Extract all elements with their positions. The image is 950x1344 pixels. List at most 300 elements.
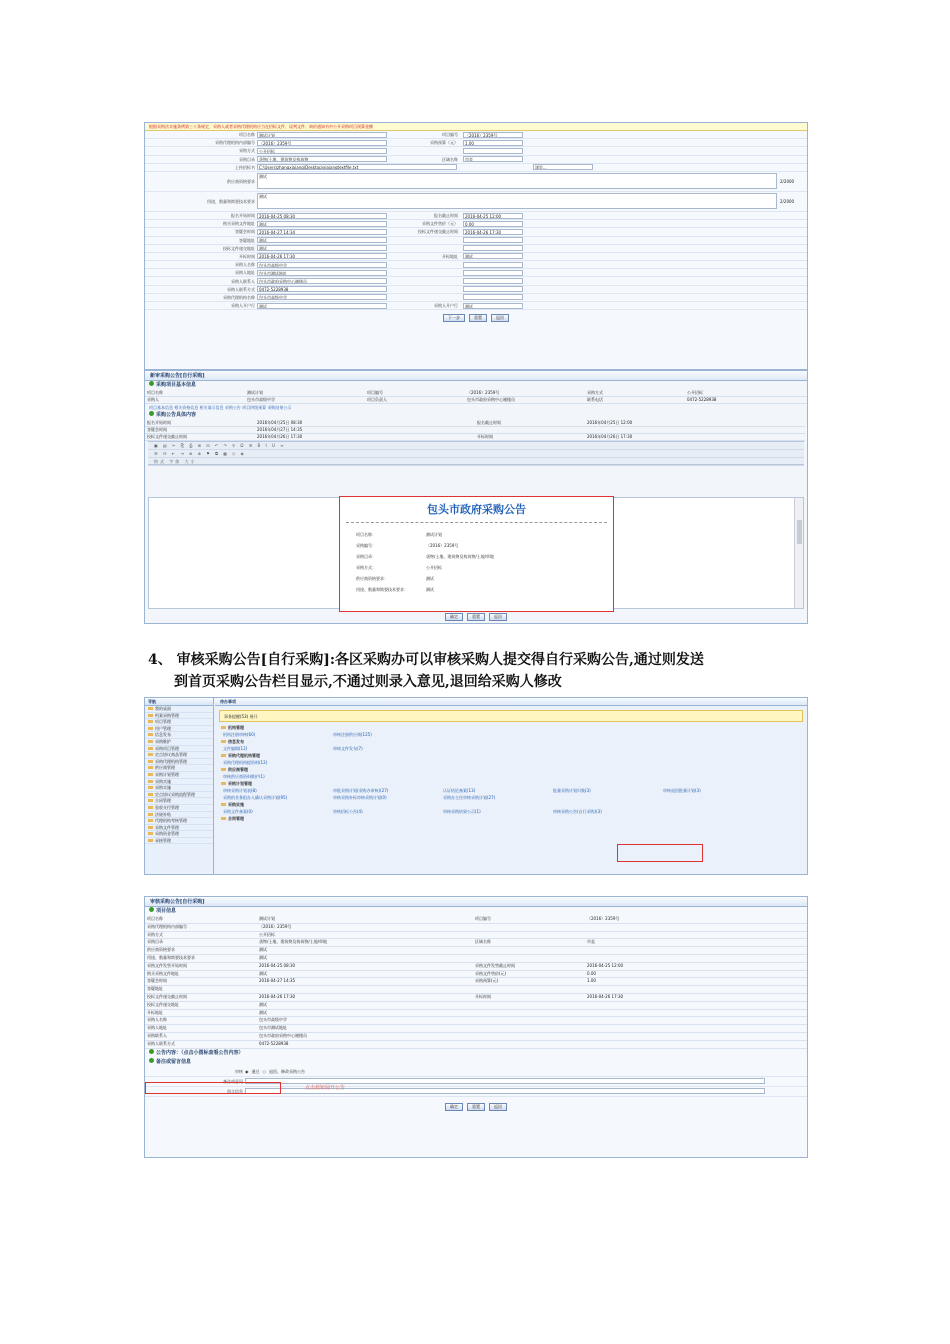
- grid-label: 采购代理机构内部编号: [145, 924, 257, 932]
- grid-label: 购买采购文件地址: [145, 971, 257, 979]
- form-row: [145, 212, 807, 220]
- category-heading: 采购代理机构管理: [215, 752, 807, 759]
- step-line-1: 4、 审核采购公告[自行采购]:各区采购办可以审核采购人提交得自行采购公告,通过则发送: [148, 652, 704, 668]
- nav-item[interactable]: 项目管理: [145, 719, 213, 726]
- announcement-row: [340, 551, 613, 562]
- grid-label: 采购人: [145, 397, 245, 404]
- field-input[interactable]: 2016-04-26 17:30: [257, 253, 387, 259]
- highlight-audit-link: [617, 844, 703, 862]
- grid-label: 采购预算(元): [473, 978, 585, 986]
- field-value-cell: [257, 221, 807, 227]
- grid-value: 2016年04月25日 12:00: [585, 420, 805, 427]
- grid-value: [585, 1041, 808, 1049]
- field-label-right: 报名截止时间: [434, 213, 458, 219]
- field-input-right[interactable]: [463, 278, 523, 284]
- field-input-right[interactable]: 测试: [463, 253, 523, 259]
- field-label: 答疑地址: [239, 237, 255, 243]
- detail-grid: [145, 420, 807, 441]
- grid-label: 投标文件递交截止时间: [145, 994, 257, 1002]
- todo-link[interactable]: 审核采购结果公示(1): [443, 809, 481, 814]
- field-input[interactable]: 测试: [257, 221, 387, 227]
- field-label: 采购人开户行: [231, 303, 255, 309]
- back-button[interactable]: 返回: [489, 1103, 507, 1111]
- form-row: [145, 302, 807, 310]
- form-row: [145, 131, 807, 139]
- field-input[interactable]: 公开招标: [257, 148, 387, 154]
- field-input-right[interactable]: [463, 148, 523, 154]
- grid-label: 答疑会时间: [145, 427, 255, 434]
- expand-hint: 点击按钮展开公告: [305, 1085, 346, 1091]
- field-label: 采购人联系方式: [227, 286, 255, 292]
- grid-label: 采购人地址: [145, 1025, 257, 1033]
- grid-label: 答疑会时间: [145, 978, 257, 986]
- field-input[interactable]: 测试计划: [257, 132, 387, 138]
- nav-title: 导航: [145, 698, 213, 706]
- todo-link[interactable]: 采购办主任审核采购计划(27): [443, 795, 496, 800]
- field-input-right[interactable]: [463, 262, 523, 268]
- editor-toolbar[interactable]: [148, 441, 804, 465]
- announcement-key: 项目名称：: [356, 532, 376, 537]
- todo-links-row: [215, 808, 807, 815]
- field-label: 上传招标书: [235, 164, 255, 170]
- grid-label: 报名开始时间: [145, 420, 255, 427]
- nav-item[interactable]: 代理机构考核管理: [145, 818, 213, 825]
- grid-value: 测试: [257, 955, 473, 963]
- grid-value: 测试: [257, 971, 473, 979]
- step-line-2: 到首页采购公告栏目显示,不通过则录入意见,退回给采购人修改: [174, 674, 562, 690]
- grid-value: 测试: [257, 947, 473, 955]
- grid-label: 开标时间: [473, 994, 585, 1002]
- field-label-right: 采购人开户行: [434, 303, 458, 309]
- field-input-right[interactable]: （2016）2359号: [463, 132, 523, 138]
- grid-value: [585, 986, 808, 994]
- todo-links-row: [215, 731, 807, 738]
- grid-value: [585, 427, 805, 434]
- grid-value: 市直: [585, 939, 808, 947]
- screenshot-new-announcement: [144, 370, 808, 624]
- todo-tab[interactable]: 待办事项: [215, 698, 807, 706]
- basic-info-grid: [145, 390, 807, 404]
- grid-value: 2016年04月26日 17:30: [585, 434, 805, 441]
- grid-value: 测试计划: [257, 916, 473, 924]
- field-label-right: 区域名称: [442, 156, 458, 162]
- audit-fail-label: 退回、修改采购公告: [269, 1068, 305, 1074]
- grid-value: 公开招标: [685, 390, 808, 397]
- field-value-cell: [257, 237, 807, 243]
- grid-label: 开标地址: [145, 1010, 257, 1018]
- field-input[interactable]: 测试: [257, 237, 387, 243]
- grid-value: [585, 1017, 808, 1025]
- field-label: 采购目录: [239, 156, 255, 162]
- screenshot-announcement-form: [144, 122, 808, 370]
- field-input-right[interactable]: [463, 245, 523, 251]
- announcement-key: 供应商资格要求：: [356, 576, 388, 581]
- grid-value: （2016）2359号: [257, 924, 473, 932]
- nav-item[interactable]: 法规补贴: [145, 812, 213, 819]
- announcement-value: （2016）2359号: [426, 543, 459, 548]
- field-value-cell: [257, 245, 807, 251]
- announcement-row: [340, 529, 613, 540]
- reminder-bar[interactable]: 事务提醒(53) 展开: [219, 710, 803, 722]
- form-row: [145, 294, 807, 302]
- field-label-right: 投标文件递交截止时间: [418, 229, 458, 235]
- grid-label: 项目编号: [473, 916, 585, 924]
- form-row: [145, 245, 807, 253]
- form-row: [145, 220, 807, 228]
- todo-panel: [215, 698, 807, 874]
- divider: [346, 522, 607, 523]
- form-row: [145, 156, 807, 164]
- grid-label: 采购文件售价(元): [473, 971, 585, 979]
- nav-item[interactable]: 采购项目管理: [145, 746, 213, 753]
- field-input-right[interactable]: 2016-04-26 17:30: [463, 229, 523, 235]
- qual-textarea[interactable]: 测试: [257, 173, 777, 189]
- grid-label: 采购目录: [145, 939, 257, 947]
- grid-value: [585, 955, 808, 963]
- section-icon: [149, 907, 154, 912]
- grid-label: 投标文件递交截止时间: [145, 434, 255, 441]
- grid-value: [585, 932, 808, 940]
- back-button[interactable]: 返回: [489, 613, 507, 621]
- grid-label: [473, 932, 585, 940]
- todo-link[interactable]: 审核采购计划表(8): [223, 788, 257, 793]
- todo-link[interactable]: 采购的业务组办人确认采购计划(95): [223, 795, 288, 800]
- grid-label: 供应商资格要求: [145, 947, 257, 955]
- field-value-cell: [257, 286, 807, 292]
- todo-link[interactable]: 审批采购计划(采购办审核)(27): [333, 788, 389, 793]
- announcement-value: 测试计划: [426, 532, 442, 537]
- field-label: 答疑会时间: [235, 229, 255, 235]
- todo-link[interactable]: 审核文件发布(7): [333, 746, 363, 751]
- category-heading: 供应商管理: [215, 766, 807, 773]
- grid-value: 2016年04月25日 08:30: [255, 420, 475, 427]
- form-row: [145, 261, 807, 269]
- announcement-value: 公开招标: [426, 565, 442, 570]
- announcement-key: 采购编号：: [356, 543, 376, 548]
- grid-value: （2016）2359号: [585, 916, 808, 924]
- field-input[interactable]: 包头市高级中学: [257, 262, 387, 268]
- audit-fail-radio[interactable]: ○: [262, 1068, 266, 1074]
- nav-item[interactable]: 采购维护: [145, 739, 213, 746]
- nav-item[interactable]: 采购代理机构管理: [145, 759, 213, 766]
- grid-value: 2016-04-25 08:30: [257, 963, 473, 971]
- todo-link[interactable]: 审核退回批量计划(3): [663, 788, 701, 793]
- use-counter: 2/2000: [780, 198, 795, 204]
- grid-label: [473, 1025, 585, 1033]
- grid-label: [473, 924, 585, 932]
- form-row: [145, 277, 807, 285]
- field-label: 采购人联系人: [231, 278, 255, 284]
- announcement-row: [340, 584, 613, 595]
- toolbar-row[interactable]: 格式 字体 大小: [148, 458, 804, 466]
- field-input[interactable]: C:\Users\zhangxiaiang\Desktop\xiaiangtextfile.txt: [257, 164, 457, 170]
- announcement-value: 测试: [426, 587, 434, 592]
- field-value-cell: [257, 213, 807, 219]
- form-row: [145, 164, 807, 172]
- toolbar-row[interactable]: ☰ ☷ ⇤ ⇥ ⊕ ⊗ ⚑ ⧉ ▦ ◇ ◈: [148, 450, 804, 458]
- step-description: [148, 649, 818, 693]
- announcement-title: 包头市政府采购公告: [427, 503, 526, 516]
- field-label: 开标时间: [239, 253, 255, 259]
- grid-value: 包头市政府采购中心谢楼员: [257, 1033, 473, 1041]
- field-input-right[interactable]: 测试: [463, 303, 523, 309]
- grid-label: [473, 955, 585, 963]
- field-input[interactable]: 包头市测试地址: [257, 270, 387, 276]
- qual-label: 供应商资格要求: [227, 178, 255, 184]
- category-heading: 采购计划管理: [215, 780, 807, 787]
- form-row: [145, 139, 807, 147]
- grid-value: 2016年04月26日 17:30: [255, 434, 475, 441]
- field-value-cell: [257, 132, 807, 138]
- field-input[interactable]: 包头市政府采购中心谢楼员: [257, 278, 387, 284]
- info-links[interactable]: 项目基本信息 相关资格信息 相关请示信息 采购公告 项目四级预算 采购结果公示: [149, 405, 292, 410]
- grid-label: 项目名称: [145, 916, 257, 924]
- form-row: [145, 286, 807, 294]
- section-basic-info: [145, 381, 807, 390]
- category-heading: 信息发布: [215, 738, 807, 745]
- nav-item[interactable]: 采购实施: [145, 785, 213, 792]
- field-input-right[interactable]: 1.00: [463, 140, 523, 146]
- nav-item[interactable]: 承接管理: [145, 838, 213, 845]
- field-input[interactable]: 货物/土地、建筑物及构筑物: [257, 156, 387, 162]
- section-icon: [149, 381, 154, 386]
- field-input[interactable]: 测试: [257, 303, 387, 309]
- grid-label: 答疑地址: [145, 986, 257, 994]
- editor-scrollbar[interactable]: [794, 498, 803, 608]
- message-label: 留言信息: [227, 1088, 243, 1094]
- grid-value: 包头市高级中学: [257, 1017, 473, 1025]
- grid-label: 项目负责人: [365, 397, 465, 404]
- todo-link[interactable]: 审核采购公告(自行采购)(3): [553, 809, 602, 814]
- grid-label: [473, 986, 585, 994]
- form-row: [145, 147, 807, 155]
- field-label: 投标文件递交地址: [223, 245, 255, 251]
- field-input-right[interactable]: [463, 286, 523, 292]
- grid-value: [585, 1002, 808, 1010]
- grid-label: 采购人名称: [145, 1017, 257, 1025]
- budget-notice: 根据采购法实施条例第三十条规定，采购人或者采购代理机构应当在招标文件、谈判文件、询价通知书中公开采购项目预算金额: [145, 123, 807, 131]
- grid-label: 联系电话: [585, 397, 685, 404]
- field-input-right[interactable]: 市直: [463, 156, 523, 162]
- nav-item[interactable]: 采购实施: [145, 779, 213, 786]
- announcement-value: 测试: [426, 576, 434, 581]
- confirm-button[interactable]: 确定: [445, 613, 463, 621]
- section-icon: [149, 1049, 154, 1054]
- grid-value: 2016-04-25 12:00: [585, 963, 808, 971]
- category-heading: 采购实施: [215, 801, 807, 808]
- rich-text-editor[interactable]: [148, 497, 804, 609]
- field-input-right[interactable]: [463, 237, 523, 243]
- grid-value: [585, 947, 808, 955]
- nav-item[interactable]: 供应商管理: [145, 765, 213, 772]
- section-remarks: [145, 1058, 807, 1067]
- nav-item[interactable]: 信息发布: [145, 732, 213, 739]
- nav-item[interactable]: 采购计划管理: [145, 772, 213, 779]
- nav-item[interactable]: 合同管理: [145, 798, 213, 805]
- field-input[interactable]: 包头市高级中学: [257, 294, 387, 300]
- grid-label: 区域名称: [473, 939, 585, 947]
- field-label: 采购代理机构名称: [223, 294, 255, 300]
- grid-value: 2016-04-26 17:30: [585, 994, 808, 1002]
- grid-value: [585, 1033, 808, 1041]
- field-value-cell: [257, 270, 807, 276]
- field-value-cell: [257, 173, 807, 189]
- remark-label: 备注或意见: [223, 1078, 243, 1084]
- toolbar-row[interactable]: ▣ ▤ ✂ ⎘ ⎙ ⊞ ⊟ ↶ ↷ ⚲ Ω ☰ B I U ≡: [148, 442, 804, 450]
- field-label: 购买采购文件地址: [223, 221, 255, 227]
- form-row: [145, 269, 807, 277]
- todo-link[interactable]: 认证结论备案(13): [443, 788, 476, 793]
- nav-item[interactable]: 档案采购管理: [145, 713, 213, 720]
- nav-item[interactable]: 定点协议商品管理: [145, 752, 213, 759]
- grid-value: 测试: [257, 1002, 473, 1010]
- screenshot-audit-announcement: [144, 896, 808, 1158]
- field-input-right[interactable]: 0.00: [463, 221, 523, 227]
- grid-value: [585, 1010, 808, 1018]
- reset-button[interactable]: 重置: [469, 314, 487, 322]
- grid-label: 采购文件发售截止时间: [473, 963, 585, 971]
- grid-label: 报名截止时间: [475, 420, 585, 427]
- grid-value: 2016-04-27 14:35: [257, 978, 473, 986]
- use-textarea[interactable]: 测试: [257, 193, 777, 209]
- announcement-row: [340, 573, 613, 584]
- todo-link[interactable]: 机构注册审核(60): [223, 732, 256, 737]
- todo-link[interactable]: 审核招标公告(4): [333, 809, 363, 814]
- todo-link[interactable]: 审核供应商资料维护(1): [223, 774, 265, 779]
- back-button[interactable]: 返回: [491, 314, 509, 322]
- field-label: 采购方式: [239, 148, 255, 154]
- field-label-right: 开标地址: [442, 253, 458, 259]
- todo-links-row: [215, 745, 807, 752]
- grid-label: 采购方式: [585, 390, 685, 397]
- field-input[interactable]: 0472-5228938: [257, 286, 387, 292]
- grid-value: 测试: [257, 1010, 473, 1018]
- field-value-cell: [257, 156, 807, 162]
- audit-pass-label: 通过: [251, 1068, 260, 1074]
- nav-item[interactable]: 用户管理: [145, 726, 213, 733]
- nav-item[interactable]: 我的桌面: [145, 706, 213, 713]
- grid-value: 测试计划: [245, 390, 365, 397]
- announcement-key: 采购方式：: [356, 565, 376, 570]
- nav-item[interactable]: 采购资金管理: [145, 831, 213, 838]
- panel-title: 新审采购公告[自行采购]: [145, 371, 807, 381]
- qual-counter: 2/2000: [780, 178, 795, 184]
- grid-label: [473, 1002, 585, 1010]
- nav-item[interactable]: 验收支付管理: [145, 805, 213, 812]
- field-input[interactable]: 测试: [257, 245, 387, 251]
- use-row: [145, 192, 807, 212]
- field-input[interactable]: （2016）2359号: [257, 140, 387, 146]
- section-icon: [149, 411, 154, 416]
- todo-link[interactable]: 采购文件备案(0): [223, 809, 253, 814]
- reset-button[interactable]: 重置: [467, 613, 485, 621]
- field-value-cell: [257, 253, 807, 259]
- form-row: [145, 237, 807, 245]
- navigation-sidebar: [145, 698, 214, 874]
- category-heading: 合同管理: [215, 815, 807, 822]
- section-title: 采购公告具体内容: [156, 412, 197, 418]
- audit-label: 审核: [235, 1068, 243, 1074]
- field-input[interactable]: 2016-04-27 14:34: [257, 229, 387, 235]
- audit-pass-radio[interactable]: ◉: [245, 1068, 249, 1074]
- panel-title: 审核采购公告[自行采购]: [145, 897, 807, 907]
- announcement-row: [340, 540, 613, 551]
- field-value-cell: [257, 262, 807, 268]
- nav-item[interactable]: 定点协议采购流程管理: [145, 792, 213, 799]
- grid-value: 公开招标: [257, 932, 473, 940]
- announcement-key: 采购目录：: [356, 554, 376, 559]
- grid-label: 采购文件发售开始时间: [145, 963, 257, 971]
- todo-link[interactable]: 审核注册供应商(125): [333, 732, 372, 737]
- qual-row: [145, 172, 807, 192]
- field-label-right: 采购文件售价（元）: [422, 221, 458, 227]
- field-input-right[interactable]: [463, 294, 523, 300]
- field-label: 采购代理机构内部编号: [215, 140, 255, 146]
- field-value-cell: [257, 148, 807, 154]
- scroll-thumb[interactable]: [797, 520, 802, 544]
- todo-links-row: [215, 794, 807, 801]
- next-button[interactable]: 下一步: [443, 314, 465, 322]
- section-announcement-content[interactable]: [145, 1049, 807, 1058]
- field-label-right: 项目编号: [442, 132, 458, 138]
- field-input-right[interactable]: 2016-04-25 12:00: [463, 213, 523, 219]
- todo-links-row: [215, 759, 807, 766]
- section-project-info: [145, 907, 807, 916]
- grid-value: 2016-04-26 17:30: [257, 994, 473, 1002]
- section-title[interactable]: 公告内容：（点击小图标查看公告内容）: [156, 1049, 244, 1056]
- section-detail: [145, 411, 807, 420]
- grid-label: [473, 947, 585, 955]
- field-label-right: 采购预算（元）: [430, 140, 458, 146]
- field-value-cell: [257, 294, 807, 300]
- grid-label: 开标时间: [475, 434, 585, 441]
- grid-label: 投标文件递交地址: [145, 1002, 257, 1010]
- confirm-button[interactable]: 确定: [445, 1103, 463, 1111]
- nav-item[interactable]: 采购文件管理: [145, 825, 213, 832]
- todo-links-row: [215, 773, 807, 780]
- grid-value: [585, 924, 808, 932]
- grid-value: 0472-5228938: [685, 397, 808, 404]
- field-label: 采购人地址: [235, 270, 255, 276]
- grid-label: 采购联系人: [145, 1033, 257, 1041]
- grid-value: 0472-5228938: [257, 1041, 473, 1049]
- field-value-cell: [257, 303, 807, 309]
- todo-link[interactable]: 批量采购计划归集(3): [553, 788, 591, 793]
- field-value-cell: [257, 193, 807, 209]
- audit-row: [145, 1067, 807, 1077]
- todo-links-row: [215, 787, 807, 794]
- field-label: 项目名称: [239, 132, 255, 138]
- field-label: 报名开始时间: [231, 213, 255, 219]
- section-title: 采购项目基本信息: [156, 382, 197, 388]
- todo-link[interactable]: 审核采购补标审核采购计划(0): [333, 795, 387, 800]
- field-value-cell: [257, 140, 807, 146]
- grid-label: [473, 1017, 585, 1025]
- field-input[interactable]: 2016-04-25 08:30: [257, 213, 387, 219]
- announcement-key: 用途、数量和简要技术要求：: [356, 587, 408, 592]
- field-input-right[interactable]: [463, 270, 523, 276]
- field-value-cell: [257, 229, 807, 235]
- field-input-right[interactable]: 浏览...: [533, 164, 593, 170]
- section-icon: [149, 1058, 154, 1063]
- project-info-grid: [145, 916, 807, 1049]
- announcement-value: 货物/土地、建筑物及构筑物/土地/草地: [426, 554, 495, 559]
- field-value-cell: [257, 278, 807, 284]
- todo-link[interactable]: 文件编辑(12): [223, 746, 248, 751]
- grid-label: [473, 1033, 585, 1041]
- todo-link[interactable]: 采购代理机构提资料(12): [223, 760, 268, 765]
- reset-button[interactable]: 重置: [467, 1103, 485, 1111]
